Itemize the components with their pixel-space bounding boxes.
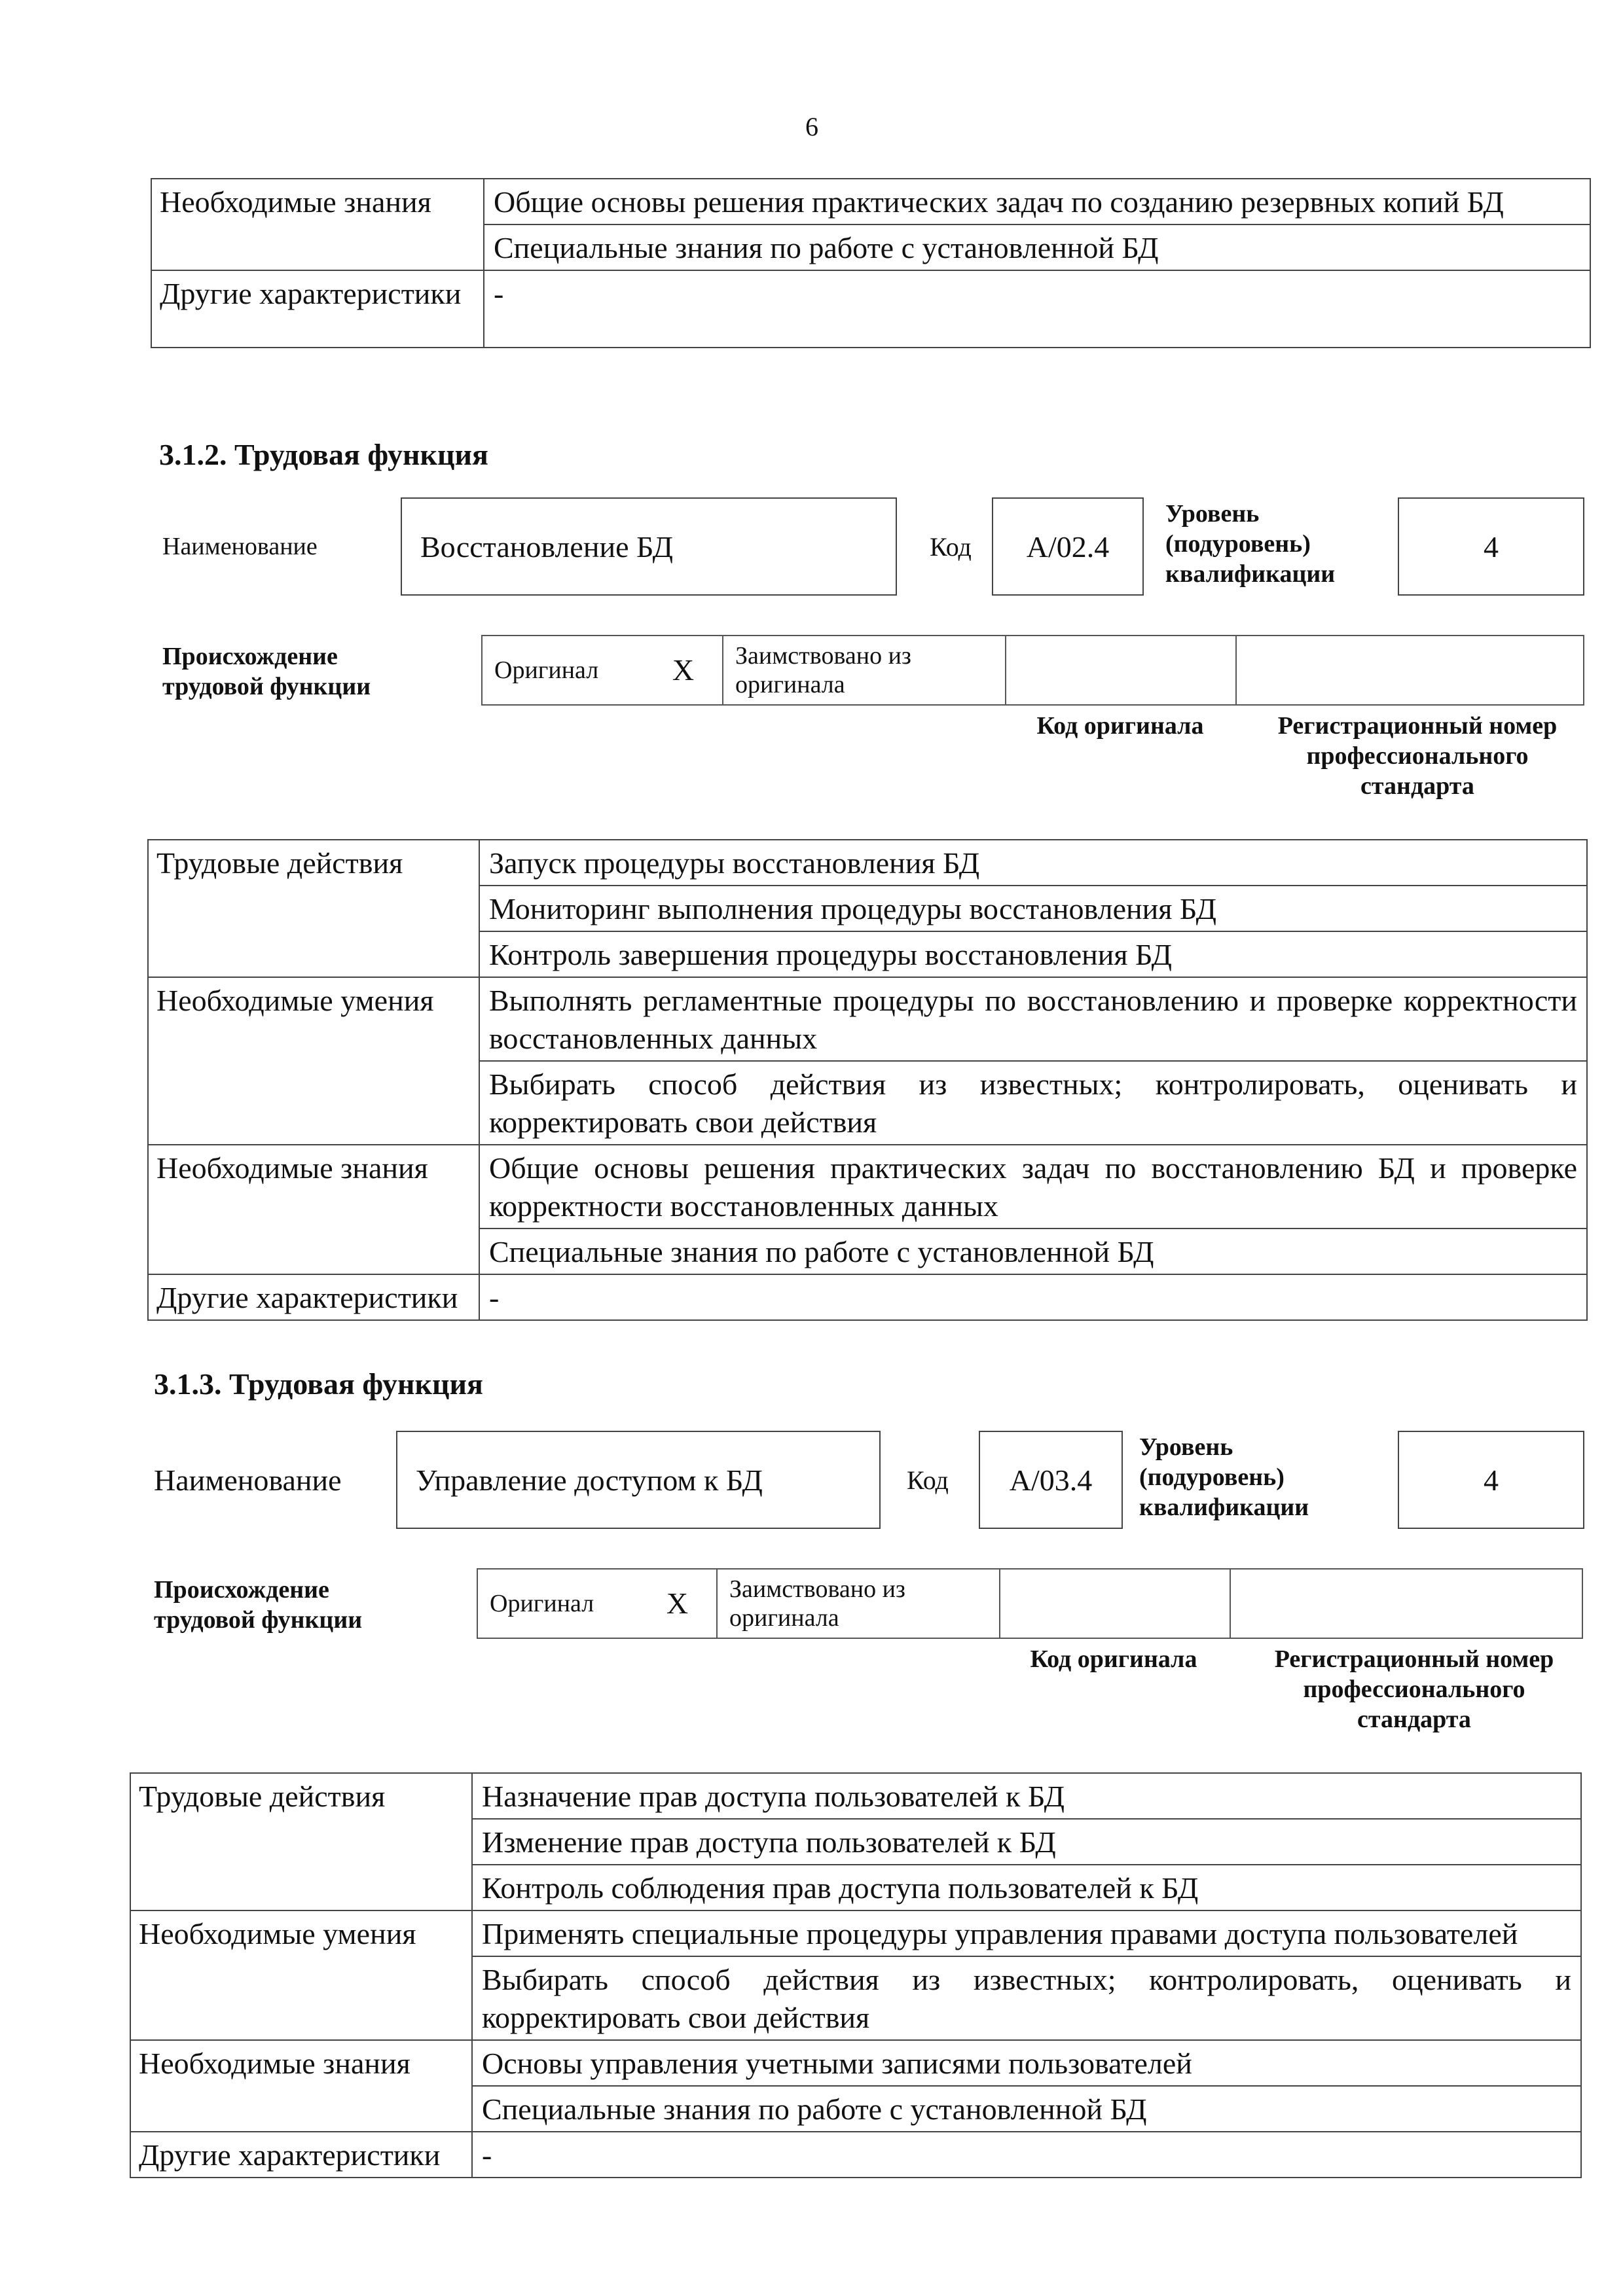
caption-code: Код оригинала [1036,712,1204,740]
origin-code-cell [1000,1569,1230,1638]
row-item: Специальные знания по работе с установленной БД [472,2086,1581,2132]
function-table [130,1772,1582,2178]
row-item: Специальные знания по работе с установленной БД [484,224,1590,270]
row-item: Основы управления учетными записями пользователей [472,2040,1581,2086]
origin-reg-cell [1230,1569,1582,1638]
caption-code: Код оригинала [1030,1645,1197,1673]
origin-mark: X [638,1569,717,1638]
row-label: Другие характеристики [151,270,484,348]
row-item: Общие основы решения практических задач по восстановлению БД и проверке корректности восстановленных данных [479,1145,1587,1229]
row-item: Выбирать способ действия из известных; контролировать, оценивать и корректировать свои действия [479,1061,1587,1145]
code-label: Код [930,531,972,562]
code-value: А/03.4 [979,1431,1123,1529]
name-value: Управление доступом к БД [396,1431,881,1529]
row-label: Необходимые умения [148,977,479,1145]
origin-borrowed: Заимствовано из оригинала [723,636,1006,705]
row-item: Изменение прав доступа пользователей к БД [472,1819,1581,1865]
origin-reg-cell [1236,636,1584,705]
row-label: Другие характеристики [130,2132,472,2178]
caption-reg: Регистрационный номер профессионального стандарта [1277,712,1558,800]
origin-original: Оригинал [482,636,644,705]
row-item: Контроль завершения процедуры восстановления БД [479,931,1587,977]
name-label: Наименование [162,533,318,560]
row-label: Необходимые умения [130,1910,472,2040]
row-item: - [484,270,1590,348]
origin-original: Оригинал [477,1569,638,1638]
code-label: Код [907,1465,949,1495]
row-label: Необходимые знания [148,1145,479,1274]
level-value: 4 [1398,497,1584,596]
origin-table [481,635,1584,706]
name-label: Наименование [154,1463,342,1497]
row-item: Запуск процедуры восстановления БД [479,840,1587,886]
row-item: Выбирать способ действия из известных; контролировать, оценивать и корректировать свои действия [472,1956,1581,2040]
section-title: 3.1.3. Трудовая функция [154,1367,483,1401]
row-label: Необходимые знания [130,2040,472,2132]
origin-borrowed: Заимствовано из оригинала [717,1569,1000,1638]
origin-code-cell [1006,636,1236,705]
row-item: - [479,1274,1587,1320]
row-item: Контроль соблюдения прав доступа пользователей к БД [472,1865,1581,1910]
origin-mark: X [644,636,723,705]
level-label: Уровень (подуровень) квалификации [1165,500,1336,588]
page-number: 6 [805,112,818,141]
row-item: Назначение прав доступа пользователей к БД [472,1773,1581,1819]
row-item: Выполнять регламентные процедуры по восстановлению и проверке корректности восстановленных данных [479,977,1587,1061]
origin-label: Происхождение трудовой функции [154,1576,363,1634]
caption-reg: Регистрационный номер профессионального стандарта [1274,1645,1554,1733]
code-value: А/02.4 [992,497,1144,596]
row-label: Необходимые знания [151,179,484,270]
row-label: Другие характеристики [148,1274,479,1320]
level-value: 4 [1398,1431,1584,1529]
row-item: - [472,2132,1581,2178]
row-item: Специальные знания по работе с установленной БД [479,1229,1587,1274]
level-label: Уровень (подуровень) квалификации [1139,1433,1309,1521]
function-table [147,839,1588,1321]
row-item: Общие основы решения практических задач по созданию резервных копий БД [484,179,1590,224]
row-label: Трудовые действия [148,840,479,977]
name-value: Восстановление БД [401,497,897,596]
row-label: Трудовые действия [130,1773,472,1910]
origin-label: Происхождение трудовой функции [162,643,371,700]
row-item: Мониторинг выполнения процедуры восстановления БД [479,886,1587,931]
section-title: 3.1.2. Трудовая функция [159,438,488,471]
row-item: Применять специальные процедуры управления правами доступа пользователей [472,1910,1581,1956]
origin-table [477,1568,1583,1639]
top-table [151,178,1591,348]
